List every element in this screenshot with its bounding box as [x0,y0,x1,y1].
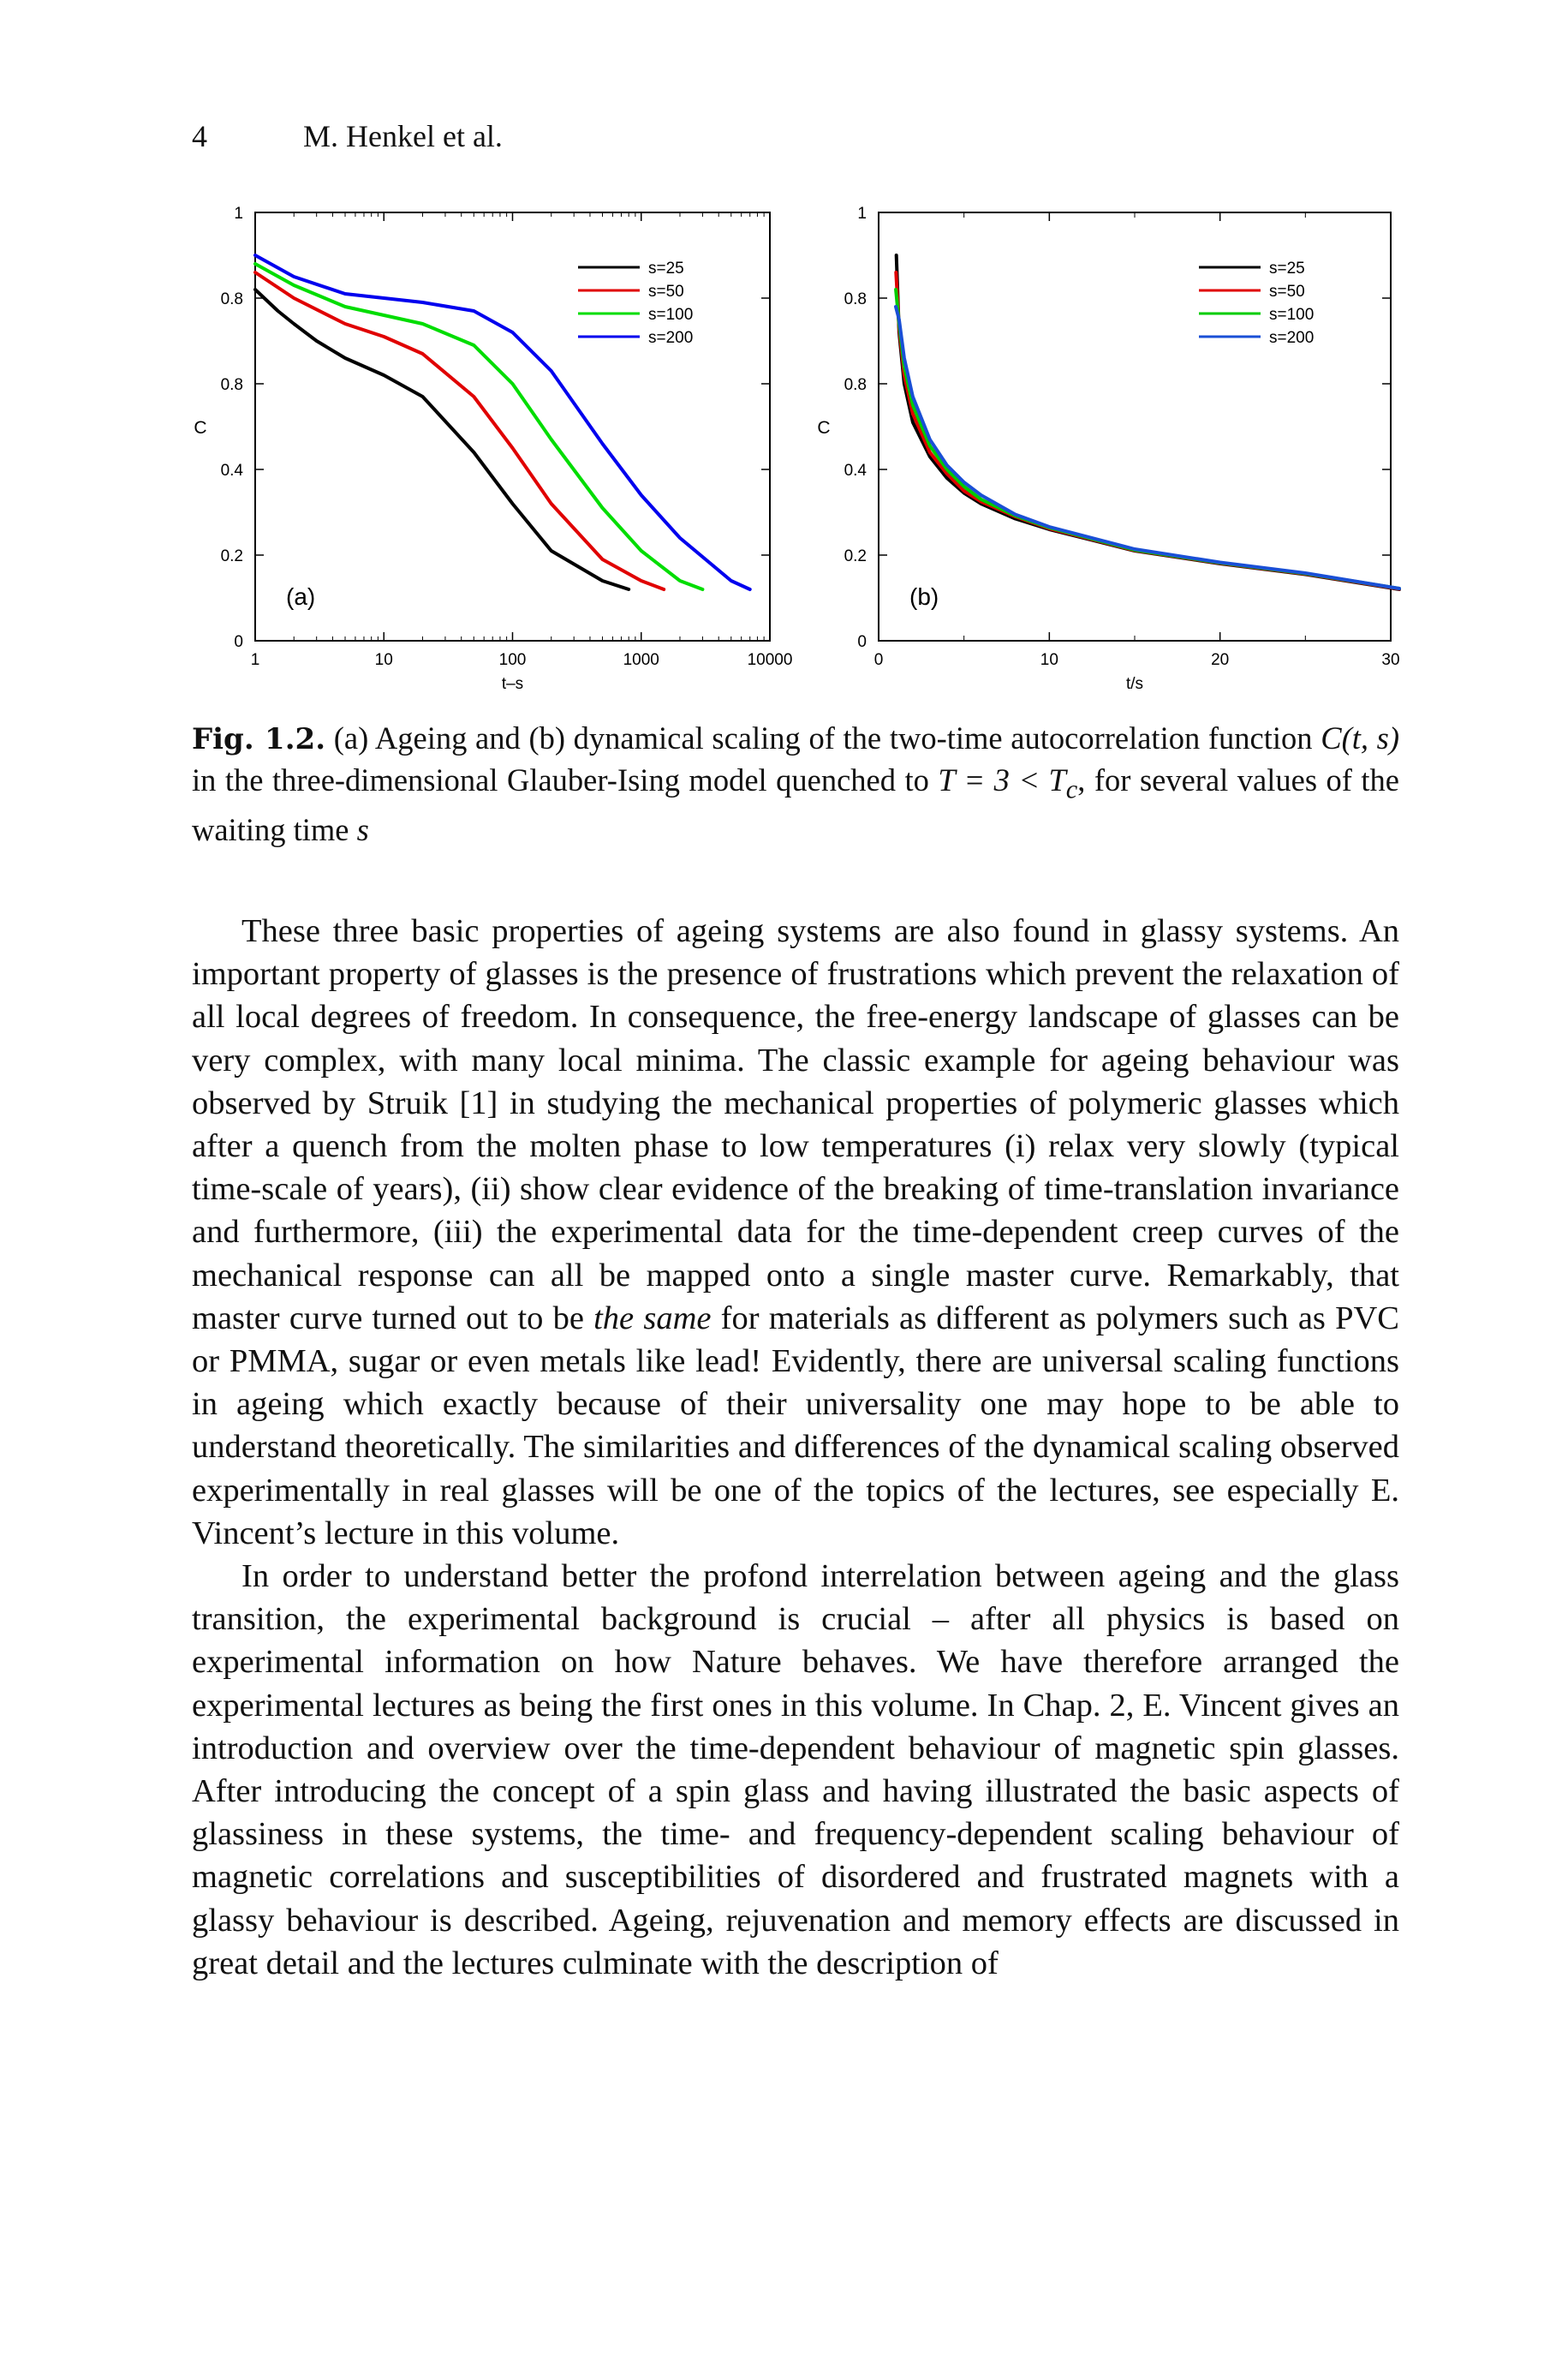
y-tick-label-a: 0.8 [220,376,243,394]
y-tick-label-a: 0.8 [220,290,243,308]
paragraph-1-b: for materials as different as polymers such as PVC or PMMA, sugar or even metals like lead! Evidently, there are universal scaling functions in ageing which exactly because of their universality one may hope to be able to understand theoretically. The similarities and differences of the dynamical scaling observed experimentally in real glasses will be one of the topics of the lectures, see especially E. Vincent’s lecture in this volume. [192,1300,1399,1551]
x-tick-label-b: 30 [1381,651,1400,669]
y-tick-label-b: 0 [857,633,867,651]
x-axis-label-b: t/s [1125,675,1144,693]
paragraph-1 [192,910,1399,1555]
caption-label: Fig. 1.2. [192,722,326,756]
body-text [192,910,1399,1985]
y-axis-label-b: C [817,418,831,438]
panel-label-a: (a) [286,583,316,610]
series-line-a-s50 [255,272,664,589]
plot-frame-a [255,212,770,641]
y-tick-label-b: 1 [857,205,867,223]
running-title: M. Henkel et al. [303,119,503,153]
y-tick-label-a: 0.2 [220,547,243,565]
caption-text-2: in the three-dimensional Glauber-Ising model quenched to [192,762,939,798]
figure-1-2 [168,195,1418,709]
legend-label-b: s=200 [1269,329,1315,347]
legend-label-b: s=50 [1269,283,1305,301]
caption-math-1: C(t, s) [1321,720,1400,756]
y-tick-label-a: 0 [234,633,243,651]
legend-label-a: s=50 [648,283,684,301]
legend-label-a: s=100 [648,306,694,324]
y-tick-label-b: 0.2 [844,547,867,565]
y-axis-label-a: C [194,418,207,438]
paragraph-1-a: These three basic properties of ageing systems are also found in glassy systems. An important property of glasses is the presence of frustrations which prevent the relaxation of all local degrees of freedom. In consequence, the free-energy landscape of glasses can be very complex, with many local minima. The classic example for ageing behaviour was observed by Struik [1] in studying the mechanical properties of polymeric glasses which after a quench from the molten phase to low temperatures (i) relax very slowly (typical time-scale of years), (ii) show clear evidence of the breaking of time-translation invariance and furthermore, (iii) the experimental data for the time-dependent creep curves of the mechanical response can all be mapped onto a single master curve. Remarkably, that master curve turned out to be [192,913,1399,1336]
y-tick-label-b: 0.8 [844,376,867,394]
caption-text-3: , for several values of the waiting time [192,762,1399,848]
y-tick-label-a: 0.4 [220,462,243,480]
x-tick-label-a: 1000 [623,651,659,669]
legend-label-a: s=25 [648,260,684,278]
x-tick-label-a: 10 [374,651,393,669]
x-axis-label-a: t–s [501,675,524,693]
x-tick-label-a: 10000 [747,651,793,669]
paragraph-1-emphasis: the same [593,1300,712,1336]
y-tick-label-b: 0.8 [844,290,867,308]
series-line-b-s200 [896,307,1399,589]
series-line-b-s100 [896,290,1399,589]
page-header [192,118,503,154]
y-tick-label-a: 1 [234,205,243,223]
figure-caption [192,718,1399,851]
series-line-a-s25 [255,290,629,589]
caption-math-3: s [356,812,369,848]
x-tick-label-b: 10 [1040,651,1058,669]
caption-text-1: (a) Ageing and (b) dynamical scaling of the two-time autocorrelation function [333,720,1321,756]
caption-math-sub: c [1065,774,1078,804]
panel-label-b: (b) [909,583,939,610]
x-tick-label-b: 20 [1211,651,1230,669]
x-tick-label-a: 100 [498,651,527,669]
caption-math-2: T = 3 < T [938,762,1066,798]
series-line-b-s50 [896,272,1399,589]
page-number: 4 [192,119,207,153]
legend-label-a: s=200 [648,329,694,347]
series-line-b-s25 [897,255,1399,589]
legend-label-b: s=100 [1269,306,1315,324]
legend-label-b: s=25 [1269,260,1305,278]
figure-charts [168,195,1418,709]
x-tick-label-b: 0 [873,651,884,669]
x-tick-label-a: 1 [250,651,260,669]
paragraph-2: In order to understand better the profond interrelation between ageing and the glass transition, the experimental background is crucial – after all physics is based on experimental information on how Nature behaves. We have therefore arranged the experimental lectures as being the first ones in this volume. In Chap. 2, E. Vincent gives an introduction and overview over the time-dependent behaviour of magnetic spin glasses. After introducing the concept of a spin glass and having illustrated the basic aspects of glassiness in these systems, the time- and frequency-dependent scaling behaviour of magnetic correlations and susceptibilities of disordered and frustrated magnets with a glassy behaviour is described. Ageing, rejuvenation and memory effects are discussed in great detail and the lectures culminate with the description of [192,1558,1399,1981]
y-tick-label-b: 0.4 [844,462,867,480]
